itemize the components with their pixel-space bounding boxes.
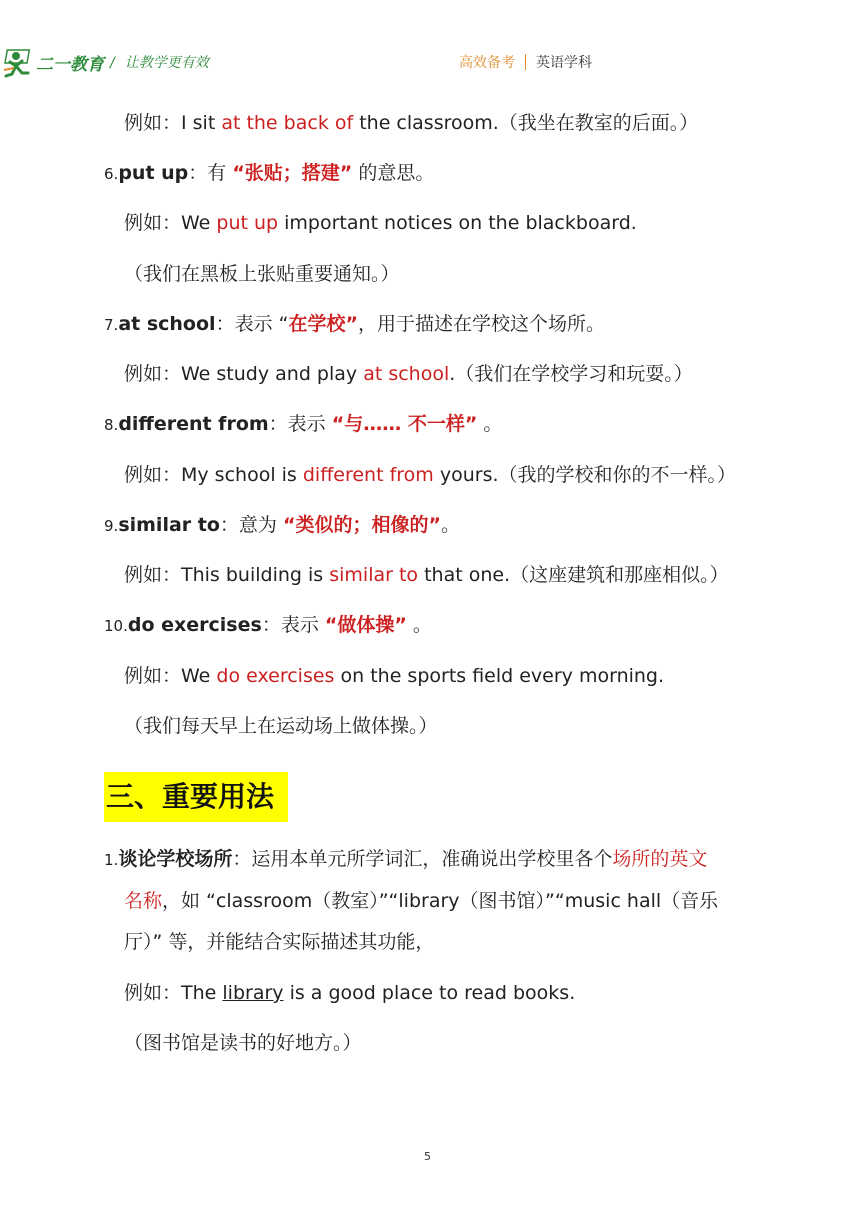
example-10-translation: （我们每天早上在运动场上做体操。） — [124, 715, 438, 737]
page-number: 5 — [424, 1150, 431, 1163]
usage-item-1-line2: 名称，如 “classroom（教室）”“library（图书馆）”“music hall（音乐 — [124, 890, 719, 912]
phrase-item-10: 10.do exercises：表示 “做体操” 。 — [104, 614, 432, 636]
subject-tag: 英语学科 — [536, 55, 592, 71]
usage-item-1: 1.谈论学校场所：运用本单元所学词汇，准确说出学校里各个场所的英文 — [104, 848, 708, 870]
header-tags — [459, 52, 592, 72]
page-header — [0, 0, 860, 96]
example-6-translation: （我们在黑板上张贴重要通知。） — [124, 263, 400, 285]
header-divider — [525, 54, 526, 70]
phrase-item-7: 7.at school：表示 “在学校”，用于描述在学校这个场所。 — [104, 313, 605, 335]
example-5: 例如：I sit at the back of the classroom.（我坐在教室的后面。） — [124, 112, 699, 134]
section-heading: 三、重要用法 — [104, 772, 288, 822]
example-8: 例如：My school is different from yours.（我的学校和你的不一样。） — [124, 464, 737, 486]
example-6: 例如：We put up important notices on the blackboard. — [124, 212, 637, 234]
usage-example: 例如：The library is a good place to read books. — [124, 982, 576, 1004]
usage-example-translation: （图书馆是读书的好地方。） — [124, 1032, 362, 1054]
slogan: / 让教学更有效 — [110, 55, 209, 71]
phrase-item-9: 9.similar to：意为 “类似的；相像的”。 — [104, 514, 460, 536]
example-9: 例如：This building is similar to that one.（这座建筑和那座相似。） — [124, 564, 729, 586]
example-7: 例如：We study and play at school.（我们在学校学习和玩耍。） — [124, 363, 693, 385]
phrase-item-6: 6.put up：有 “张贴；搭建” 的意思。 — [104, 162, 435, 184]
example-10: 例如：We do exercises on the sports field every morning. — [124, 665, 665, 687]
phrase-item-8: 8.different from：表示 “与…… 不一样” 。 — [104, 413, 503, 435]
usage-item-1-line3: 厅）” 等，并能结合实际描述其功能， — [124, 931, 435, 953]
brand-logo — [2, 46, 114, 80]
exam-tag: 高效备考 — [459, 55, 515, 71]
svg-text:二一教育: 二一教育 — [36, 55, 104, 75]
